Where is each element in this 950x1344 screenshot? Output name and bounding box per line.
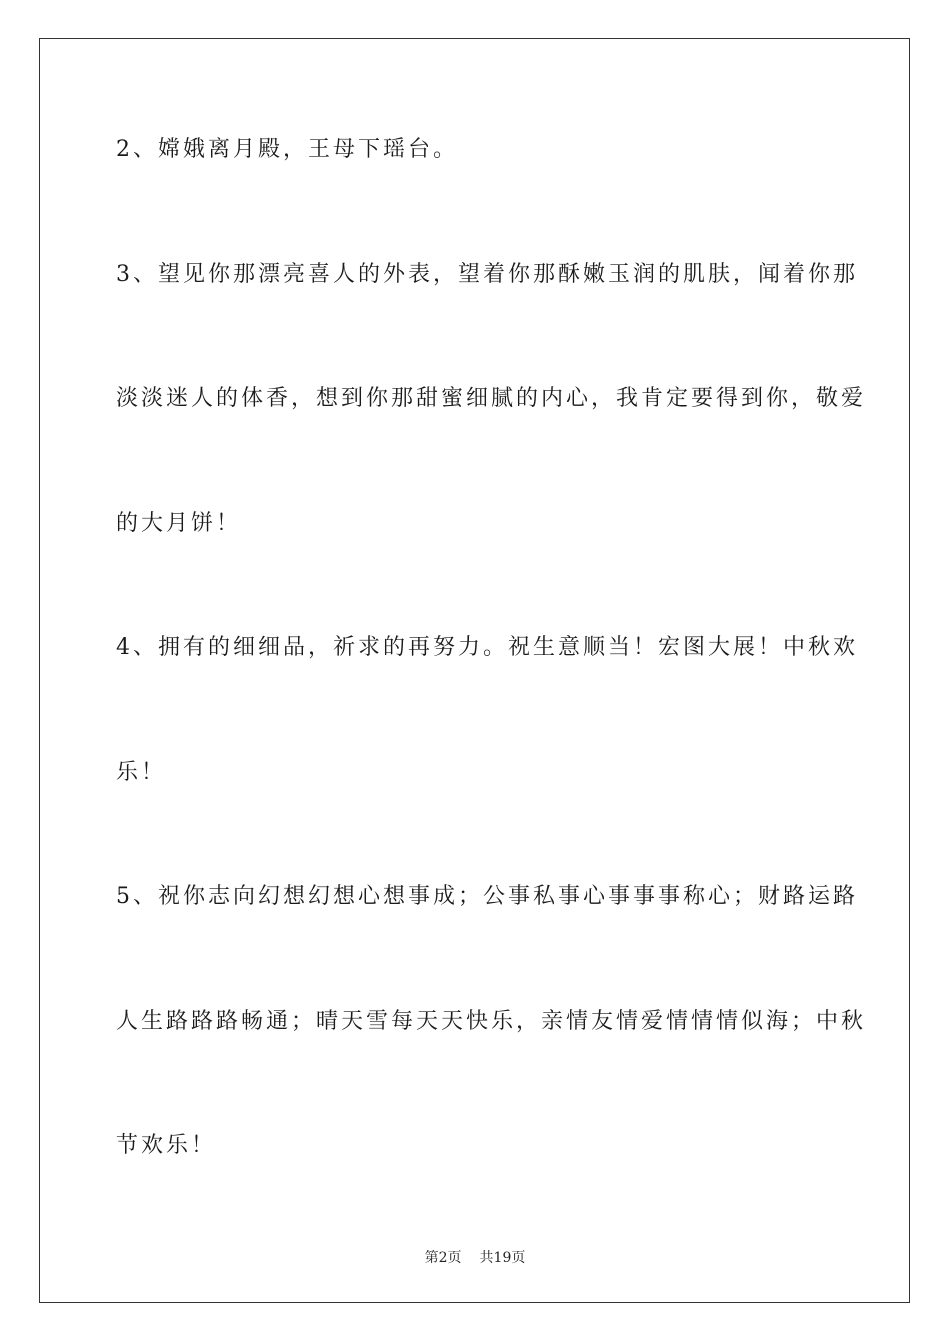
text-line: 的大月饼！ xyxy=(116,511,242,536)
page-footer xyxy=(0,1247,950,1267)
page-total: 共19页 xyxy=(479,1250,526,1266)
page-number: 第2页 xyxy=(424,1250,462,1266)
text-line: 4、拥有的细细品，祈求的再努力。祝生意顺当！宏图大展！中秋欢 xyxy=(116,635,858,660)
text-line: 人生路路路畅通；晴天雪每天天快乐，亲情友情爱情情情似海；中秋 xyxy=(116,1009,867,1034)
text-line: 3、望见你那漂亮喜人的外表，望着你那酥嫩玉润的肌肤，闻着你那 xyxy=(116,262,858,287)
text-line: 2、嫦娥离月殿，王母下瑶台。 xyxy=(116,137,458,162)
text-line: 5、祝你志向幻想幻想心想事成；公事私事心事事事称心；财路运路 xyxy=(116,884,858,909)
page-frame xyxy=(39,38,910,1303)
text-line: 乐！ xyxy=(116,760,167,785)
text-line: 节欢乐！ xyxy=(116,1133,217,1158)
text-line: 淡淡迷人的体香，想到你那甜蜜细腻的内心，我肯定要得到你，敬爱 xyxy=(116,386,867,411)
